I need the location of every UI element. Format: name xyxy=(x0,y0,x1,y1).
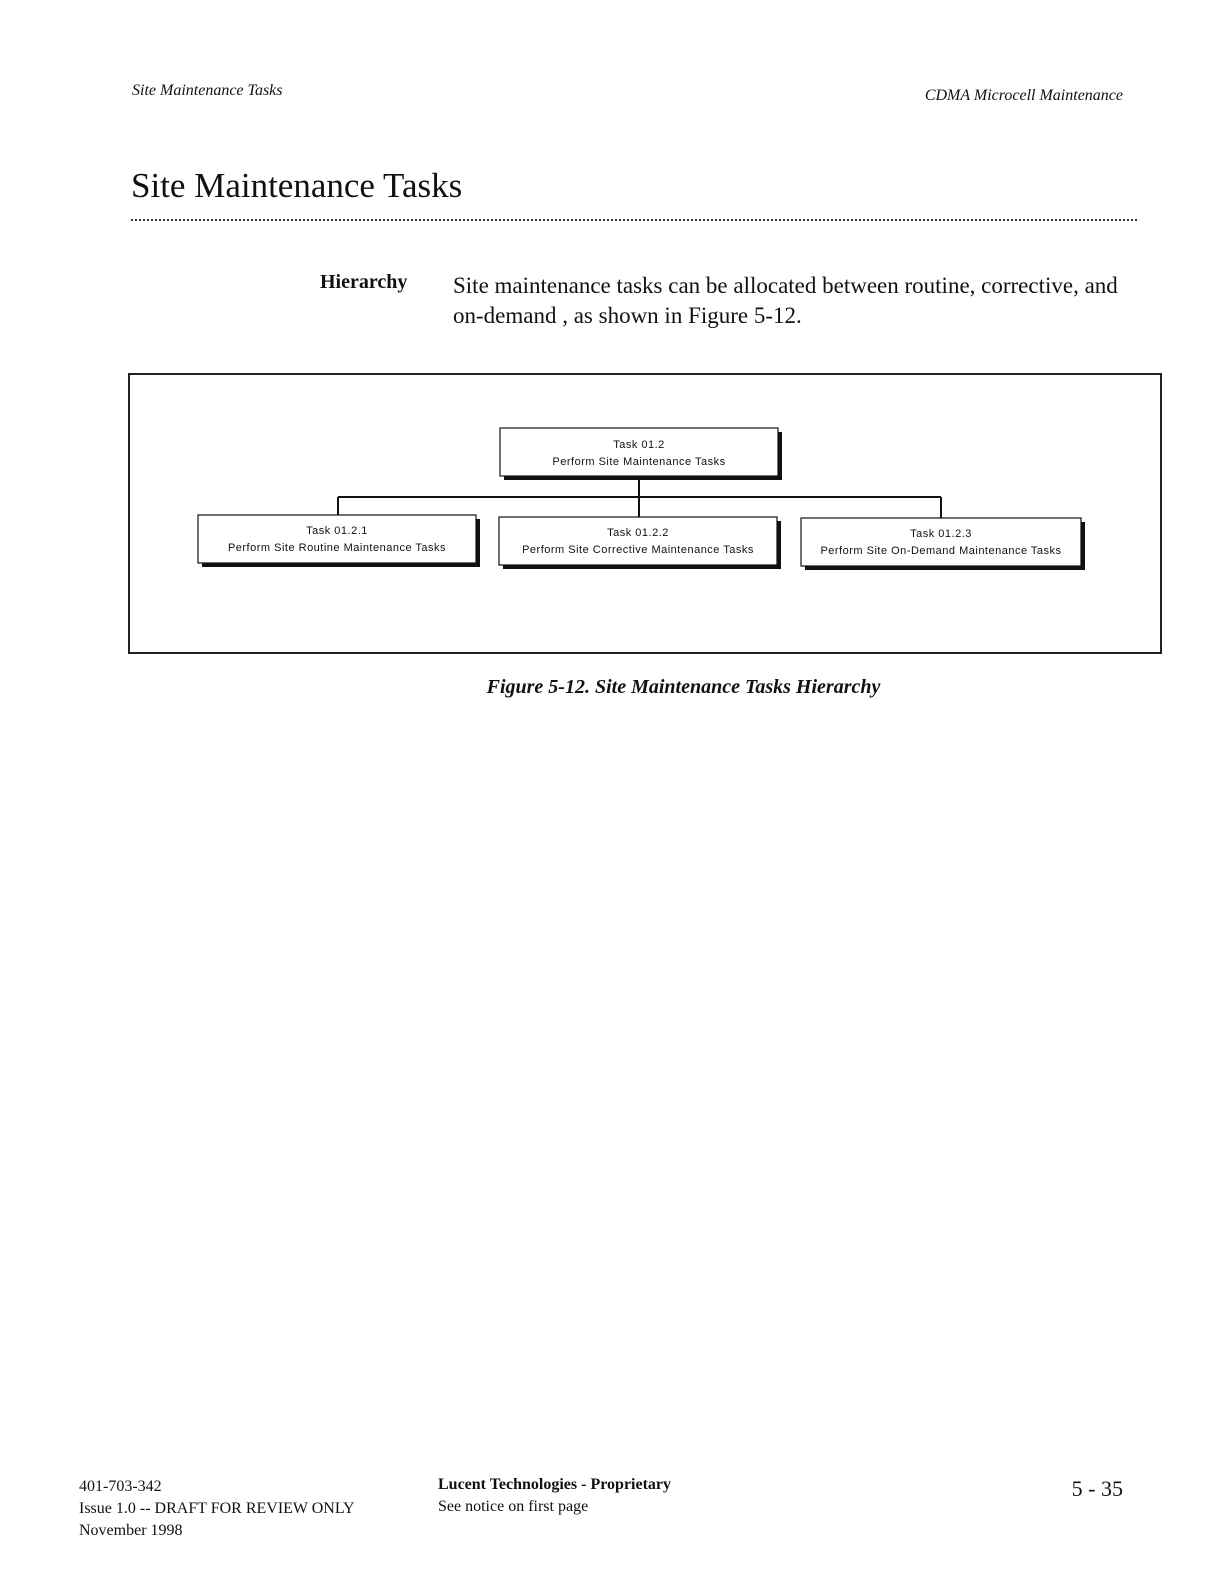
figure-caption: Figure 5-12. Site Maintenance Tasks Hierarchy xyxy=(486,676,881,698)
node-label: Perform Site Routine Maintenance Tasks xyxy=(227,542,447,554)
node-box xyxy=(801,518,1081,566)
connector-lines xyxy=(338,479,941,518)
node-id: Task 01.2.1 xyxy=(306,525,368,537)
node-id: Task 01.2.3 xyxy=(910,528,972,540)
node-label: Perform Site On-Demand Maintenance Tasks xyxy=(820,545,1062,557)
node-box xyxy=(198,515,476,563)
title-divider xyxy=(131,219,1137,221)
node-child-1 xyxy=(198,515,480,567)
figure-frame xyxy=(128,373,1162,654)
node-child-2 xyxy=(499,517,781,569)
hierarchy-diagram xyxy=(130,375,1160,652)
footer-date: November 1998 xyxy=(79,1522,183,1539)
section-paragraph: Site maintenance tasks can be allocated between routine, corrective, and on-demand , as shown in Figure 5-12. xyxy=(453,273,1118,328)
running-header-right: CDMA Microcell Maintenance xyxy=(924,87,1123,104)
node-label: Perform Site Maintenance Tasks xyxy=(552,456,726,468)
page-title: Site Maintenance Tasks xyxy=(131,166,463,205)
node-box xyxy=(500,428,778,476)
running-header-left: Site Maintenance Tasks xyxy=(132,82,283,99)
node-child-3 xyxy=(801,518,1085,570)
node-box xyxy=(499,517,777,565)
node-label: Perform Site Corrective Maintenance Tasks xyxy=(522,544,754,556)
footer-left xyxy=(79,1476,355,1542)
section-side-label: Hierarchy xyxy=(320,271,408,293)
footer-doc-number: 401-703-342 xyxy=(79,1478,162,1495)
footer-notice: See notice on first page xyxy=(438,1498,589,1515)
node-id: Task 01.2.2 xyxy=(607,527,669,539)
node-root xyxy=(500,428,782,480)
node-id: Task 01.2 xyxy=(613,439,665,451)
footer-middle xyxy=(438,1474,671,1518)
footer-issue: Issue 1.0 -- DRAFT FOR REVIEW ONLY xyxy=(79,1500,355,1517)
footer-company: Lucent Technologies - Proprietary xyxy=(438,1476,672,1493)
page-number: 5 - 35 xyxy=(1071,1476,1123,1501)
